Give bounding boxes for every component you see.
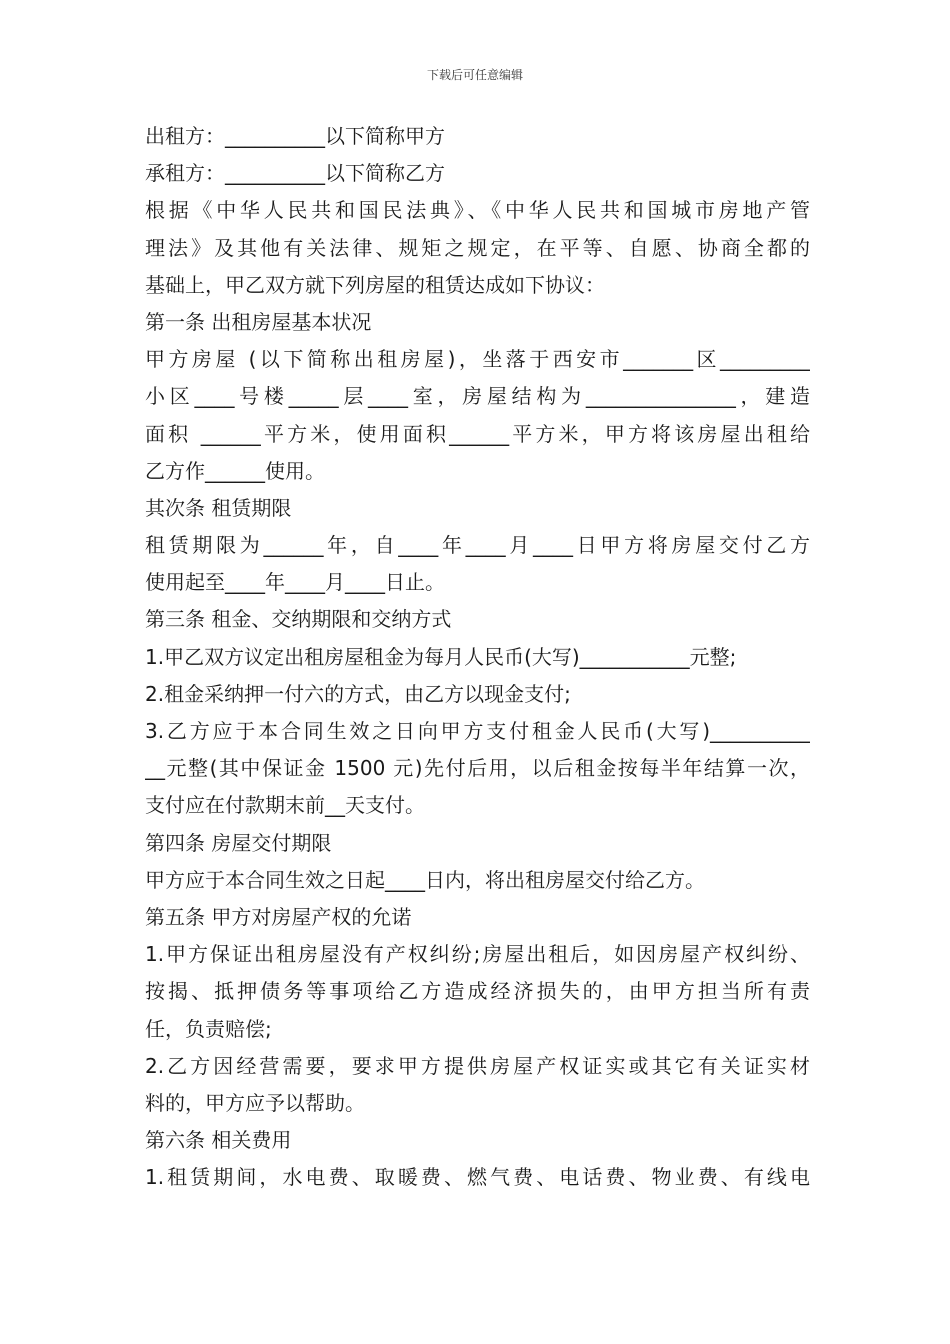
text-line: 乙方作______使用。	[145, 458, 325, 483]
contract-body	[145, 118, 810, 1196]
text-line: 小区____号楼_____层____室，房屋结构为_______________，建造	[145, 384, 810, 409]
text-line: 甲方房屋 (以下简称出租房屋)，坐落于西安市_______区_________	[145, 347, 810, 372]
text-line: __元整(其中保证金 1500 元)先付后用，以后租金按每半年结算一次，	[145, 756, 810, 781]
text-line: 1.甲乙双方议定出租房屋租金为每月人民币(大写)___________元整;	[145, 644, 737, 669]
section-heading: 第三条 租金、交纳期限和交纳方式	[145, 607, 452, 632]
text-line: 甲方应于本合同生效之日起____日内，将出租房屋交付给乙方。	[145, 867, 705, 892]
text-line: 出租方：__________以下简称甲方	[145, 124, 445, 148]
text-line: 2.租金采纳押一付六的方式，由乙方以现金支付;	[145, 681, 571, 706]
text-line: 使用起至____年____月____日止。	[145, 570, 445, 595]
text-line: 2.乙方因经营需要，要求甲方提供房屋产权证实或其它有关证实材	[145, 1053, 810, 1078]
text-line: 基础上，甲乙双方就下列房屋的租赁达成如下协议：	[145, 272, 605, 297]
text-line: 理法》及其他有关法律、规矩之规定，在平等、自愿、协商全都的	[145, 235, 810, 260]
section-heading: 第六条 相关费用	[145, 1128, 292, 1153]
text-line: 3.乙方应于本合同生效之日向甲方支付租金人民币(大写)__________	[145, 719, 810, 743]
text-line: 料的，甲方应予以帮助。	[145, 1090, 365, 1115]
section-heading: 第一条 出租房屋基本状况	[145, 309, 372, 334]
text-line: 根据《中华人民共和国民法典》、《中华人民共和国城市房地产管	[145, 198, 810, 223]
text-line: 支付应在付款期末前__天支付。	[145, 793, 425, 818]
page-header-note: 下载后可任意编辑	[426, 68, 523, 82]
section-heading: 第四条 房屋交付期限	[145, 830, 332, 855]
text-line: 面积 ______平方米，使用面积______平方米，甲方将该房屋出租给	[145, 421, 810, 446]
text-line: 承租方：__________以下简称乙方	[145, 161, 445, 186]
text-line: 任，负责赔偿;	[145, 1016, 272, 1041]
text-line: 按揭、抵押债务等事项给乙方造成经济损失的，由甲方担当所有责	[145, 979, 810, 1004]
text-line: 1.甲方保证出租房屋没有产权纠纷;房屋出租后，如因房屋产权纠纷、	[145, 942, 810, 967]
section-heading: 第五条 甲方对房屋产权的允诺	[145, 904, 412, 929]
section-heading: 其次条 租赁期限	[145, 495, 292, 520]
text-line: 租赁期限为______年，自____年____月____日甲方将房屋交付乙方	[145, 533, 810, 558]
text-line: 1.租赁期间，水电费、取暖费、燃气费、电话费、物业费、有线电	[145, 1165, 810, 1190]
